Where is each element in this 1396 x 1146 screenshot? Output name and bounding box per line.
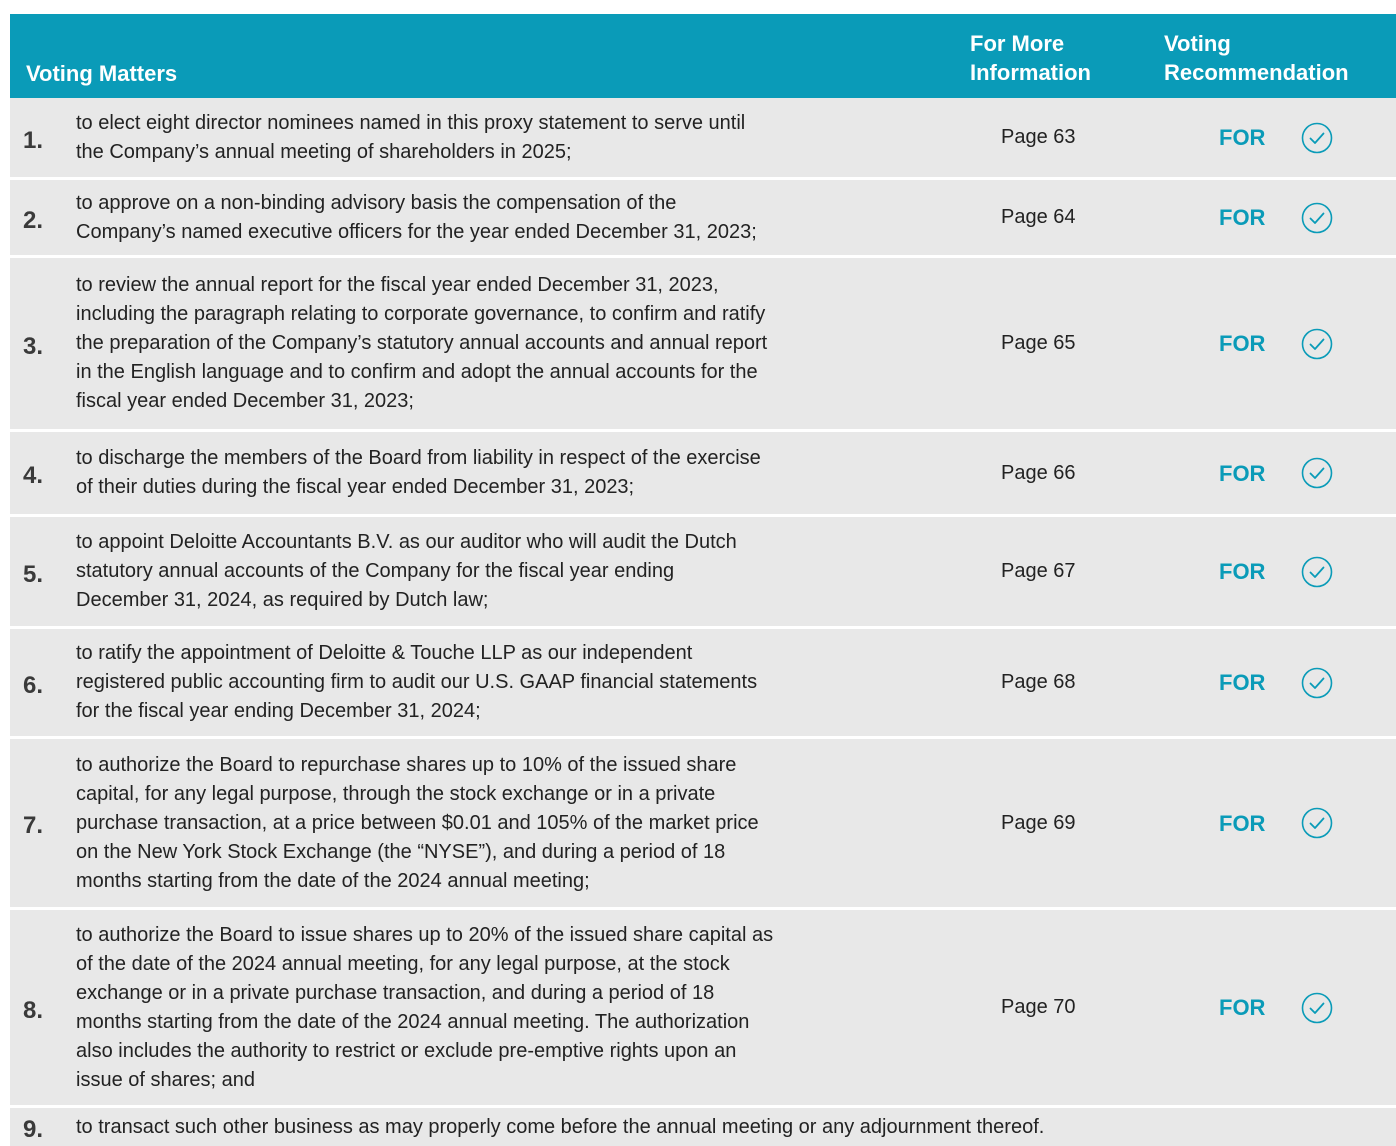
item-description [76, 109, 946, 167]
item-number: 8. [23, 997, 44, 1024]
page-reference: Page 68 [1001, 671, 1076, 693]
recommendation-label: FOR [1219, 331, 1266, 356]
description-line: to authorize the Board to issue shares up to 20% of the issued share capital as [76, 924, 774, 946]
table-row [10, 98, 1396, 177]
description-line: fiscal year ended December 31, 2023; [76, 390, 414, 412]
header-recommendation-line2: Recommendation [1164, 60, 1349, 85]
voting-matters-table [10, 14, 1396, 1143]
check-circle-icon [1300, 806, 1334, 840]
table-row [10, 629, 1396, 736]
item-description [76, 444, 946, 502]
description-line: months starting from the date of the 2024 annual meeting. The authorization [76, 1011, 750, 1033]
check-circle-icon [1300, 555, 1334, 589]
item-description [76, 1113, 1376, 1142]
description-line: issue of shares; and [76, 1069, 255, 1091]
page-reference: Page 66 [1001, 462, 1076, 484]
description-line: of their duties during the fiscal year ended December 31, 2023; [76, 476, 635, 498]
item-number: 4. [23, 462, 44, 489]
item-number: 9. [23, 1116, 44, 1143]
description-line: the preparation of the Company’s statutory annual accounts and annual report [76, 332, 768, 354]
item-description [76, 751, 946, 896]
header-recommendation-line1: Voting [1164, 31, 1231, 56]
description-line: in the English language and to confirm and adopt the annual accounts for the [76, 361, 758, 383]
check-circle-icon [1300, 456, 1334, 490]
table-row [10, 180, 1396, 255]
header-more-info-line2: Information [970, 60, 1091, 85]
description-line: to review the annual report for the fiscal year ended December 31, 2023, [76, 274, 719, 296]
item-number: 2. [23, 207, 44, 234]
item-number: 5. [23, 561, 44, 588]
description-line: exchange or in a private purchase transaction, and during a period of 18 [76, 982, 715, 1004]
description-line: statutory annual accounts of the Company for the fiscal year ending [76, 560, 675, 582]
table-row [10, 258, 1396, 429]
description-line: capital, for any legal purpose, through the stock exchange or in a private [76, 783, 716, 805]
description-line: to elect eight director nominees named in this proxy statement to serve until [76, 112, 746, 134]
recommendation-label: FOR [1219, 670, 1266, 695]
description-line: months starting from the date of the 2024 annual meeting; [76, 870, 590, 892]
description-line: the Company’s annual meeting of shareholders in 2025; [76, 141, 572, 163]
description-line: Company’s named executive officers for the year ended December 31, 2023; [76, 221, 757, 243]
item-number: 1. [23, 127, 44, 154]
page-reference: Page 70 [1001, 996, 1076, 1018]
description-line: of the date of the 2024 annual meeting, for any legal purpose, at the stock [76, 953, 730, 975]
item-number: 3. [23, 333, 44, 360]
page-reference: Page 67 [1001, 560, 1076, 582]
item-number: 7. [23, 812, 44, 839]
page-reference: Page 69 [1001, 812, 1076, 834]
page-reference: Page 63 [1001, 126, 1076, 148]
item-description [76, 921, 946, 1095]
description-line: to ratify the appointment of Deloitte & Touche LLP as our independent [76, 642, 693, 664]
table-row [10, 1108, 1396, 1146]
page-reference: Page 65 [1001, 332, 1076, 354]
check-circle-icon [1300, 201, 1334, 235]
check-circle-icon [1300, 666, 1334, 700]
item-description [76, 189, 946, 247]
description-line: on the New York Stock Exchange (the “NYSE”), and during a period of 18 [76, 841, 726, 863]
header-voting-recommendation [1164, 29, 1349, 87]
description-line: to authorize the Board to repurchase shares up to 10% of the issued share [76, 754, 737, 776]
description-line: registered public accounting firm to audit our U.S. GAAP financial statements [76, 671, 758, 693]
item-number: 6. [23, 672, 44, 699]
header-voting-matters: Voting Matters [26, 61, 178, 86]
item-description [76, 271, 946, 416]
recommendation-label: FOR [1219, 559, 1266, 584]
table-row [10, 517, 1396, 626]
check-circle-icon [1300, 121, 1334, 155]
table-row [10, 432, 1396, 514]
table-row [10, 739, 1396, 907]
table-header [10, 14, 1396, 98]
description-line: purchase transaction, at a price between $0.01 and 105% of the market price [76, 812, 759, 834]
description-line: to transact such other business as may properly come before the annual meeting or any adjournment thereof. [76, 1116, 1045, 1138]
recommendation-label: FOR [1219, 205, 1266, 230]
check-circle-icon [1300, 991, 1334, 1025]
description-line: to discharge the members of the Board from liability in respect of the exercise [76, 447, 761, 469]
recommendation-label: FOR [1219, 461, 1266, 486]
header-more-info-line1: For More [970, 31, 1065, 56]
recommendation-label: FOR [1219, 811, 1266, 836]
header-more-information [970, 29, 1091, 87]
check-circle-icon [1300, 327, 1334, 361]
description-line: December 31, 2024, as required by Dutch law; [76, 589, 489, 611]
item-description [76, 639, 946, 726]
description-line: to appoint Deloitte Accountants B.V. as our auditor who will audit the Dutch [76, 531, 737, 553]
description-line: to approve on a non-binding advisory basis the compensation of the [76, 192, 677, 214]
page-reference: Page 64 [1001, 206, 1076, 228]
item-description [76, 528, 946, 615]
recommendation-label: FOR [1219, 125, 1266, 150]
description-line: for the fiscal year ending December 31, 2024; [76, 700, 481, 722]
recommendation-label: FOR [1219, 995, 1266, 1020]
description-line: including the paragraph relating to corporate governance, to confirm and ratify [76, 303, 766, 325]
table-row [10, 910, 1396, 1105]
description-line: also includes the authority to restrict or exclude pre-emptive rights upon an [76, 1040, 737, 1062]
